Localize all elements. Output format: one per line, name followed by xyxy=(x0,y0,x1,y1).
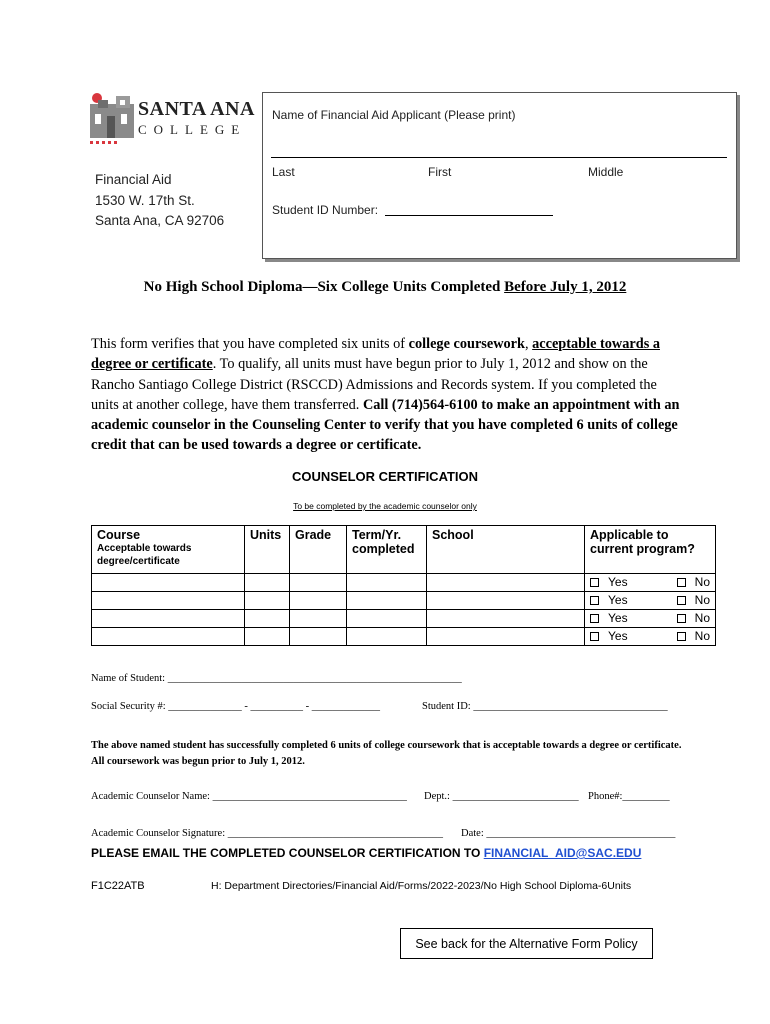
intro-text-2: , xyxy=(524,336,533,352)
no-label: No xyxy=(694,593,710,607)
grade-header: Grade xyxy=(290,526,347,574)
address-line-2: 1530 W. 17th St. xyxy=(95,192,195,208)
units-cell[interactable] xyxy=(245,574,290,592)
no-checkbox[interactable] xyxy=(677,614,686,623)
email-instruction xyxy=(91,846,641,860)
table-row xyxy=(92,610,716,628)
form-title-date: Before July 1, 2012 xyxy=(504,279,627,295)
term-cell[interactable] xyxy=(347,628,427,646)
yes-checkbox[interactable] xyxy=(590,578,599,587)
last-name-label: Last xyxy=(272,165,295,179)
date-field[interactable]: Date: ____________________________________ xyxy=(461,828,676,839)
grade-cell[interactable] xyxy=(290,628,347,646)
applicant-box xyxy=(262,92,737,259)
yes-checkbox[interactable] xyxy=(590,632,599,641)
term-cell[interactable] xyxy=(347,592,427,610)
intro-bold-2: acceptable towards a degree or certificate xyxy=(91,336,660,373)
address-line-1: Financial Aid xyxy=(95,172,172,187)
certification-subheading: To be completed by the academic counselor only xyxy=(293,501,477,511)
school-cell[interactable] xyxy=(427,592,585,610)
school-cell[interactable] xyxy=(427,628,585,646)
grade-cell[interactable] xyxy=(290,610,347,628)
school-cell[interactable] xyxy=(427,574,585,592)
applicable-cell xyxy=(585,628,716,646)
applicable-header: Applicable to current program? xyxy=(585,526,716,574)
dept-field[interactable]: Dept.: ________________________ xyxy=(424,791,579,802)
no-label: No xyxy=(694,611,710,625)
logo-name: SANTA ANA xyxy=(138,98,255,120)
yes-label: Yes xyxy=(608,575,628,589)
no-label: No xyxy=(694,575,710,589)
counselor-name-field[interactable]: Academic Counselor Name: _____________________________________ xyxy=(91,791,407,802)
no-option[interactable] xyxy=(677,628,710,645)
applicable-cell xyxy=(585,592,716,610)
course-cell[interactable] xyxy=(92,574,245,592)
course-cell[interactable] xyxy=(92,592,245,610)
form-title-main: No High School Diploma—Six College Units Completed xyxy=(143,279,505,295)
intro-text-3: . To qualify, all units must have begun prior to July 1, 2012 and show on the Rancho Santiago College District (RSCCD) Admissions and Records system. If you completed the units at another college, have them transferred. xyxy=(91,356,657,413)
applicant-name-field[interactable] xyxy=(271,157,727,158)
term-cell[interactable] xyxy=(347,610,427,628)
counselor-signature-field[interactable]: Academic Counselor Signature: _________________________________________ xyxy=(91,828,444,839)
no-label: No xyxy=(694,629,710,643)
applicable-cell xyxy=(585,574,716,592)
form-title xyxy=(0,279,770,296)
no-option[interactable] xyxy=(677,610,710,627)
counselor-student-id-field[interactable]: Student ID: _____________________________________ xyxy=(422,701,668,712)
grade-cell[interactable] xyxy=(290,592,347,610)
no-checkbox[interactable] xyxy=(677,596,686,605)
term-header: Term/Yr. completed xyxy=(347,526,427,574)
form-code: F1C22ATB xyxy=(91,880,145,892)
mission-building-icon xyxy=(88,90,138,148)
yes-checkbox[interactable] xyxy=(590,596,599,605)
see-back-notice: See back for the Alternative Form Policy xyxy=(400,928,653,959)
certification-heading: COUNSELOR CERTIFICATION xyxy=(291,469,479,484)
no-option[interactable] xyxy=(677,592,710,609)
yes-option[interactable] xyxy=(590,610,628,627)
yes-option[interactable] xyxy=(590,574,628,591)
course-cell[interactable] xyxy=(92,628,245,646)
units-cell[interactable] xyxy=(245,610,290,628)
office-address xyxy=(95,170,224,232)
table-row xyxy=(92,628,716,646)
intro-paragraph xyxy=(91,334,681,456)
intro-bold-1: college coursework xyxy=(408,336,525,352)
address-line-3: Santa Ana, CA 92706 xyxy=(95,213,225,228)
applicant-name-label: Name of Financial Aid Applicant (Please print) xyxy=(272,108,516,122)
course-subheader: Acceptable towards degree/certificate xyxy=(97,543,192,567)
student-id-field[interactable] xyxy=(385,215,553,216)
table-row xyxy=(92,592,716,610)
no-option[interactable] xyxy=(677,574,710,591)
course-cell[interactable] xyxy=(92,610,245,628)
first-name-label: First xyxy=(428,165,452,179)
applicable-cell xyxy=(585,610,716,628)
units-cell[interactable] xyxy=(245,592,290,610)
units-header: Units xyxy=(245,526,290,574)
yes-label: Yes xyxy=(608,629,628,643)
student-id-label: Student ID Number: xyxy=(272,203,379,217)
ssn-field[interactable]: Social Security #: ______________ - __________ - _____________ xyxy=(91,701,381,712)
yes-option[interactable] xyxy=(590,628,628,645)
intro-bold-3: Call (714)564-6100 to make an appointment with an academic counselor in the Counseling Center to verify that you have completed 6 units of college credit that can be used towards a degree or certificate. xyxy=(91,396,680,454)
course-header: Course xyxy=(97,528,141,542)
course-header-cell xyxy=(92,526,245,574)
course-table xyxy=(91,525,716,646)
yes-option[interactable] xyxy=(590,592,628,609)
school-header: School xyxy=(427,526,585,574)
no-checkbox[interactable] xyxy=(677,578,686,587)
yes-checkbox[interactable] xyxy=(590,614,599,623)
school-cell[interactable] xyxy=(427,610,585,628)
yes-label: Yes xyxy=(608,593,628,607)
email-instruction-text: PLEASE EMAIL THE COMPLETED COUNSELOR CERTIFICATION TO xyxy=(91,846,484,860)
intro-text-1: This form verifies that you have completed six units of xyxy=(91,336,409,352)
grade-cell[interactable] xyxy=(290,574,347,592)
financial-aid-email-link[interactable]: FINANCIAL_AID@SAC.EDU xyxy=(483,846,642,860)
middle-name-label: Middle xyxy=(588,165,624,179)
affirmation-statement: The above named student has successfully completed 6 units of college coursework that is acceptable towards a degree or certificate. All coursework was begun prior to July 1, 2012. xyxy=(91,740,682,767)
form-file-path: H: Department Directories/Financial Aid/Forms/2022-2023/No High School Diploma-6Units xyxy=(211,880,632,892)
student-name-field[interactable]: Name of Student: ________________________________________________________ xyxy=(91,673,462,684)
yes-label: Yes xyxy=(608,611,628,625)
no-checkbox[interactable] xyxy=(677,632,686,641)
term-cell[interactable] xyxy=(347,574,427,592)
units-cell[interactable] xyxy=(245,628,290,646)
phone-field[interactable]: Phone#:_________ xyxy=(588,791,670,802)
table-row xyxy=(92,574,716,592)
logo-college: COLLEGE xyxy=(138,122,247,137)
table-header-row xyxy=(92,526,716,574)
